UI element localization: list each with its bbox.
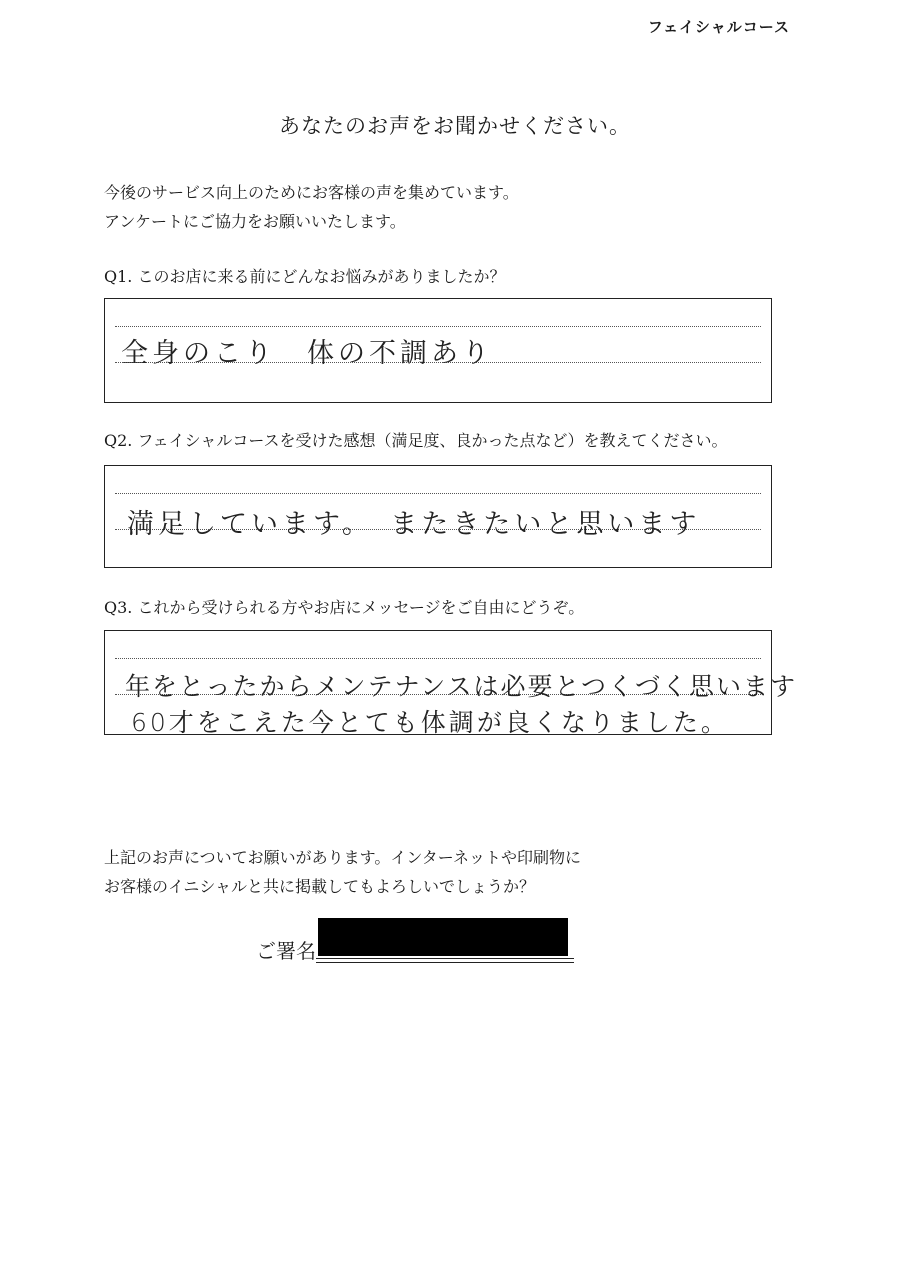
- signature-underline-double: [316, 962, 574, 963]
- consent-request: [104, 843, 581, 901]
- intro-text: [104, 178, 519, 236]
- signature-label: ご署名: [256, 939, 316, 963]
- question-2-label: Q2. フェイシャルコースを受けた感想（満足度、良かった点など）を教えてください。: [104, 431, 728, 450]
- answer-box-2: [104, 465, 772, 568]
- signature-redaction: [318, 918, 568, 956]
- answer-1-text: 全身のこり 体の不調あり: [121, 338, 493, 369]
- intro-line-1: 今後のサービス向上のためにお客様の声を集めています。: [104, 183, 519, 202]
- answer-box-3: [104, 630, 798, 737]
- answer-3-text-line-1: 年をとったからメンテナンスは必要とつくづく思います: [125, 672, 798, 701]
- page-title: あなたのお声をお聞かせください。: [279, 114, 631, 138]
- answer-box-1: [104, 298, 772, 403]
- intro-line-2: アンケートにご協力をお願いいたします。: [104, 212, 406, 231]
- question-3-label: Q3. これから受けられる方やお店にメッセージをご自由にどうぞ。: [104, 598, 585, 617]
- answer-3-text-line-2: 60才をこえた今とても体調が良くなりました。: [131, 708, 729, 737]
- question-1-label: Q1. このお店に来る前にどんなお悩みがありましたか？: [104, 267, 506, 286]
- answer-2-text: 満足しています。 またきたいと思います: [127, 509, 701, 540]
- consent-line-1: 上記のお声についてお願いがあります。インターネットや印刷物に: [104, 848, 581, 867]
- answer-line: [115, 658, 761, 659]
- course-label: フェイシャルコース: [647, 18, 790, 36]
- answer-line: [115, 493, 761, 494]
- consent-line-2: お客様のイニシャルと共に掲載してもよろしいでしょうか？: [104, 877, 536, 896]
- signature-underline: [316, 958, 574, 959]
- answer-line: [115, 326, 761, 327]
